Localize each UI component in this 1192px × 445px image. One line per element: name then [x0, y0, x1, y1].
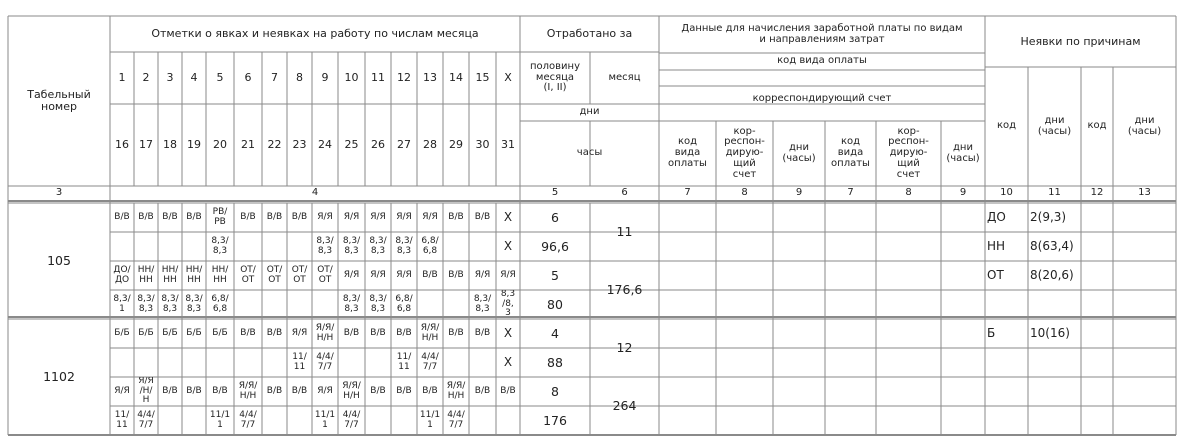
day-mark: В/В: [370, 385, 386, 396]
day-mark: [496, 406, 520, 435]
day-mark: [182, 232, 206, 261]
day-number: X: [504, 71, 512, 85]
day-mark: В/В: [448, 269, 464, 280]
day-mark: НН/ НН: [161, 265, 179, 285]
day-number: 26: [371, 138, 385, 152]
day-mark: 11/1 1: [314, 410, 336, 430]
day-number: 4: [190, 71, 198, 85]
day-mark: [312, 290, 338, 319]
column-number: 10: [1000, 187, 1013, 199]
day-mark: Я/Я: [370, 269, 386, 280]
column-number: 8: [905, 187, 912, 199]
day-mark: В/В: [212, 385, 228, 396]
day-mark: 6,8/ 6,8: [421, 236, 439, 256]
day-mark: 8,3 /8, 3: [500, 290, 516, 319]
day-number: 20: [213, 138, 227, 152]
corr-account-header: корреспондирующий счет: [752, 92, 892, 104]
day-number: 5: [216, 71, 224, 85]
absence-code: ДО: [987, 210, 1006, 225]
day-mark: НН/ НН: [185, 265, 203, 285]
day-mark: В/В: [422, 385, 438, 396]
column-number: 11: [1048, 187, 1061, 199]
pay-column-header: код вида оплаты: [668, 136, 707, 169]
day-number: 7: [271, 71, 278, 85]
absence-column-header: дни (часы): [1127, 114, 1162, 137]
day-mark: 4/4/ 7/7: [316, 352, 334, 372]
day-number: 12: [397, 71, 411, 85]
day-number: 17: [139, 138, 153, 152]
day-mark: Я/Я: [422, 211, 438, 222]
day-mark: 8,3/ 8,3: [342, 294, 361, 314]
day-mark: [443, 232, 469, 261]
pay-column-header: дни (часы): [946, 141, 980, 164]
day-mark: В/В: [291, 211, 308, 222]
day-mark: 4/4/ 7/7: [239, 410, 257, 430]
day-mark: [158, 406, 182, 435]
pay-column-header: кор- респон- дирую- щий счет: [888, 125, 929, 180]
day-mark: 4/4/ 7/7: [342, 410, 361, 430]
day-mark: [262, 232, 287, 261]
absence-days: 8(63,4): [1030, 239, 1074, 254]
absence-column-header: код: [996, 120, 1017, 132]
day-mark: [110, 348, 134, 377]
day-number: 1: [118, 71, 126, 85]
day-mark: Я/Я: [291, 327, 308, 338]
day-number: 8: [296, 71, 303, 85]
day-number: 3: [166, 71, 174, 85]
tabel-number: 1102: [43, 369, 75, 385]
day-mark: Б/Б: [162, 327, 178, 338]
day-number: 10: [344, 71, 359, 85]
day-mark: Я/Я/ Н/Н: [446, 381, 466, 401]
day-mark: [417, 290, 443, 319]
day-mark: 8,3/ 8,3: [211, 236, 229, 256]
day-mark: В/В: [396, 327, 412, 338]
day-mark: ОТ/ ОТ: [240, 265, 256, 285]
day-mark: Б/Б: [212, 327, 228, 338]
day-mark: [287, 406, 312, 435]
day-mark: Я/Я/ Н/Н: [420, 323, 440, 343]
column-number: 7: [847, 187, 854, 199]
day-mark: В/В: [370, 327, 386, 338]
day-mark: Я/Я: [317, 211, 333, 222]
absence-code: ОТ: [987, 268, 1004, 283]
month-header: месяц: [608, 71, 641, 83]
day-mark: [234, 290, 262, 319]
day-mark: 8,3/ 8,3: [161, 294, 179, 314]
day-mark: [134, 348, 158, 377]
day-number: 21: [241, 138, 255, 152]
day-number: 19: [187, 138, 201, 152]
day-number: 13: [423, 71, 437, 85]
day-number: 15: [475, 71, 490, 85]
day-mark: 8,3/ 8,3: [137, 294, 155, 314]
days-label: дни: [579, 106, 600, 118]
column-number: 4: [311, 187, 319, 199]
day-mark: [262, 290, 287, 319]
column-number: 6: [621, 187, 628, 199]
day-mark: Я/Я: [500, 269, 516, 280]
day-number: 29: [449, 138, 463, 152]
day-mark: 4/4/ 7/7: [421, 352, 439, 372]
month-value: 176,6: [606, 282, 643, 298]
day-mark: В/В: [396, 385, 412, 396]
day-mark: [262, 406, 287, 435]
day-mark: [110, 232, 134, 261]
day-mark: В/В: [186, 385, 202, 396]
day-mark: В/В: [448, 211, 464, 222]
day-mark: [182, 348, 206, 377]
pay-column-header: код вида оплаты: [831, 136, 870, 169]
half-month-value: 80: [547, 296, 563, 312]
day-mark: 6,8/ 6,8: [211, 294, 229, 314]
day-mark: [469, 232, 496, 261]
day-number: 27: [397, 138, 411, 152]
day-mark: 8,3/ 1: [113, 294, 131, 314]
half-month-value: 5: [551, 267, 559, 283]
day-mark: В/В: [162, 211, 178, 222]
absence-title: Неявки по причинам: [1020, 34, 1141, 48]
month-value: 12: [616, 340, 633, 356]
day-mark: НН/ НН: [137, 265, 155, 285]
day-mark: В/В: [240, 327, 256, 338]
day-mark: Я/Я: [343, 211, 360, 222]
column-number: 9: [795, 187, 803, 199]
day-mark: [234, 232, 262, 261]
half-month-value: 8: [551, 383, 559, 399]
day-mark: 8,3/ 8,3: [185, 294, 203, 314]
day-mark: 11/1 1: [209, 410, 231, 430]
hours-label: часы: [576, 147, 603, 159]
half-month-value: 176: [543, 412, 567, 428]
day-number: 14: [449, 71, 463, 85]
day-mark: Б/Б: [138, 327, 154, 338]
day-mark: Я/Я: [317, 385, 333, 396]
day-mark: 8,3/ 8,3: [369, 236, 387, 256]
day-mark: [182, 406, 206, 435]
absence-code: Б: [987, 326, 996, 341]
day-mark: Б/Б: [186, 327, 202, 338]
day-number: 22: [267, 138, 282, 152]
day-mark: ОТ/ ОТ: [291, 265, 308, 285]
day-mark: Я/Я: [114, 385, 130, 396]
day-mark: В/В: [500, 385, 516, 396]
day-number: 24: [318, 138, 332, 152]
day-mark: РВ/ РВ: [212, 207, 228, 227]
absence-column-header: код: [1087, 120, 1107, 132]
half-month-header: половину месяца (I, II): [529, 60, 580, 94]
day-mark: ДО/ ДО: [113, 265, 131, 285]
day-mark: 8,3/ 8,3: [395, 236, 413, 256]
day-mark: В/В: [114, 211, 130, 222]
day-mark: 8,3/ 8,3: [316, 236, 334, 256]
day-mark: 8,3/ 8,3: [369, 294, 387, 314]
day-mark: В/В: [474, 211, 491, 222]
day-mark: 11/ 11: [292, 352, 307, 372]
day-mark: Я/Я/ Н/Н: [315, 323, 335, 343]
day-mark: 11/1 1: [419, 410, 441, 430]
day-mark: 11/ 11: [396, 352, 412, 372]
day-mark: [469, 348, 496, 377]
month-value: 11: [616, 224, 633, 240]
day-mark: Я/Я: [370, 211, 386, 222]
day-number: 16: [115, 138, 129, 152]
column-number: 13: [1138, 187, 1151, 199]
column-number: 8: [741, 187, 748, 199]
day-mark: [134, 232, 158, 261]
tabel-number: 105: [47, 253, 71, 269]
pay-code-title: код вида оплаты: [777, 55, 867, 67]
day-number: 25: [344, 138, 359, 152]
day-mark: Я/Я/ Н/Н: [238, 381, 258, 401]
x-mark: X: [503, 326, 513, 341]
day-mark: Я/Я: [343, 269, 360, 280]
day-mark: [338, 348, 365, 377]
day-mark: [158, 348, 182, 377]
absence-days: 2(9,3): [1030, 210, 1067, 225]
column-number: 3: [55, 187, 63, 199]
day-mark: [391, 406, 417, 435]
day-mark: В/В: [422, 269, 438, 280]
day-number: 2: [142, 71, 150, 85]
month-value: 264: [612, 398, 637, 414]
day-mark: 8,3/ 8,3: [342, 236, 361, 256]
day-mark: В/В: [162, 385, 178, 396]
day-number: 6: [244, 71, 252, 85]
day-mark: [287, 232, 312, 261]
x-mark: X: [503, 355, 513, 370]
x-mark: X: [503, 210, 513, 225]
day-number: 18: [163, 138, 177, 152]
column-number: 7: [684, 187, 691, 199]
day-number: 31: [501, 138, 515, 152]
day-number: 11: [371, 71, 385, 85]
day-mark: ОТ/ ОТ: [317, 265, 333, 285]
marks-title: Отметки о явках и неявках на работу по числам месяца: [151, 27, 479, 41]
day-mark: [469, 406, 496, 435]
day-mark: [443, 348, 469, 377]
day-number: 28: [423, 138, 437, 152]
day-mark: НН/ НН: [211, 265, 229, 285]
day-mark: В/В: [291, 385, 308, 396]
day-mark: [365, 348, 391, 377]
day-mark: ОТ/ ОТ: [266, 265, 283, 285]
day-mark: Я/Я /Н/ Н: [138, 377, 154, 406]
day-mark: 4/4/ 7/7: [447, 410, 465, 430]
absence-column-header: дни (часы): [1037, 114, 1072, 137]
day-mark: 8,3/ 8,3: [473, 294, 492, 314]
column-number: 9: [959, 187, 967, 199]
day-mark: Я/Я: [396, 269, 412, 280]
day-mark: В/В: [474, 385, 491, 396]
day-mark: [206, 348, 234, 377]
half-month-value: 96,6: [541, 238, 569, 254]
day-mark: Я/Я: [474, 269, 491, 280]
column-number: 12: [1090, 187, 1104, 199]
worked-title: Отработано за: [546, 27, 633, 41]
day-number: 9: [321, 71, 329, 85]
day-mark: [234, 348, 262, 377]
day-mark: 11/ 11: [114, 410, 130, 430]
x-mark: X: [503, 239, 513, 254]
day-mark: [443, 290, 469, 319]
day-mark: В/В: [138, 211, 154, 222]
day-mark: [262, 348, 287, 377]
day-mark: В/В: [266, 211, 283, 222]
day-mark: 6,8/ 6,8: [395, 294, 413, 314]
day-mark: В/В: [343, 327, 360, 338]
absence-days: 8(20,6): [1030, 268, 1074, 283]
absence-days: 10(16): [1030, 326, 1070, 341]
day-mark: В/В: [266, 327, 283, 338]
pay-column-header: кор- респон- дирую- щий счет: [724, 125, 765, 180]
day-mark: [158, 232, 182, 261]
tabel-number-header: Табельный номер: [27, 88, 91, 113]
day-mark: В/В: [186, 211, 202, 222]
pay-title: Данные для начисления заработной платы по видам и направлениям затрат: [681, 22, 963, 45]
column-number: 5: [551, 187, 559, 199]
day-mark: В/В: [266, 385, 283, 396]
day-mark: [365, 406, 391, 435]
day-mark: В/В: [240, 211, 256, 222]
day-mark: 4/4/ 7/7: [137, 410, 155, 430]
half-month-value: 6: [551, 209, 559, 225]
half-month-value: 88: [547, 354, 563, 370]
half-month-value: 4: [551, 325, 559, 341]
day-mark: Я/Я/ Н/Н: [342, 381, 361, 401]
day-mark: В/В: [474, 327, 491, 338]
pay-column-header: дни (часы): [782, 141, 816, 164]
day-mark: Я/Я: [396, 211, 412, 222]
absence-code: НН: [987, 239, 1006, 254]
day-mark: Б/Б: [114, 327, 130, 338]
day-number: 30: [475, 138, 490, 152]
day-mark: В/В: [448, 327, 464, 338]
day-mark: [287, 290, 312, 319]
day-number: 23: [292, 138, 307, 152]
